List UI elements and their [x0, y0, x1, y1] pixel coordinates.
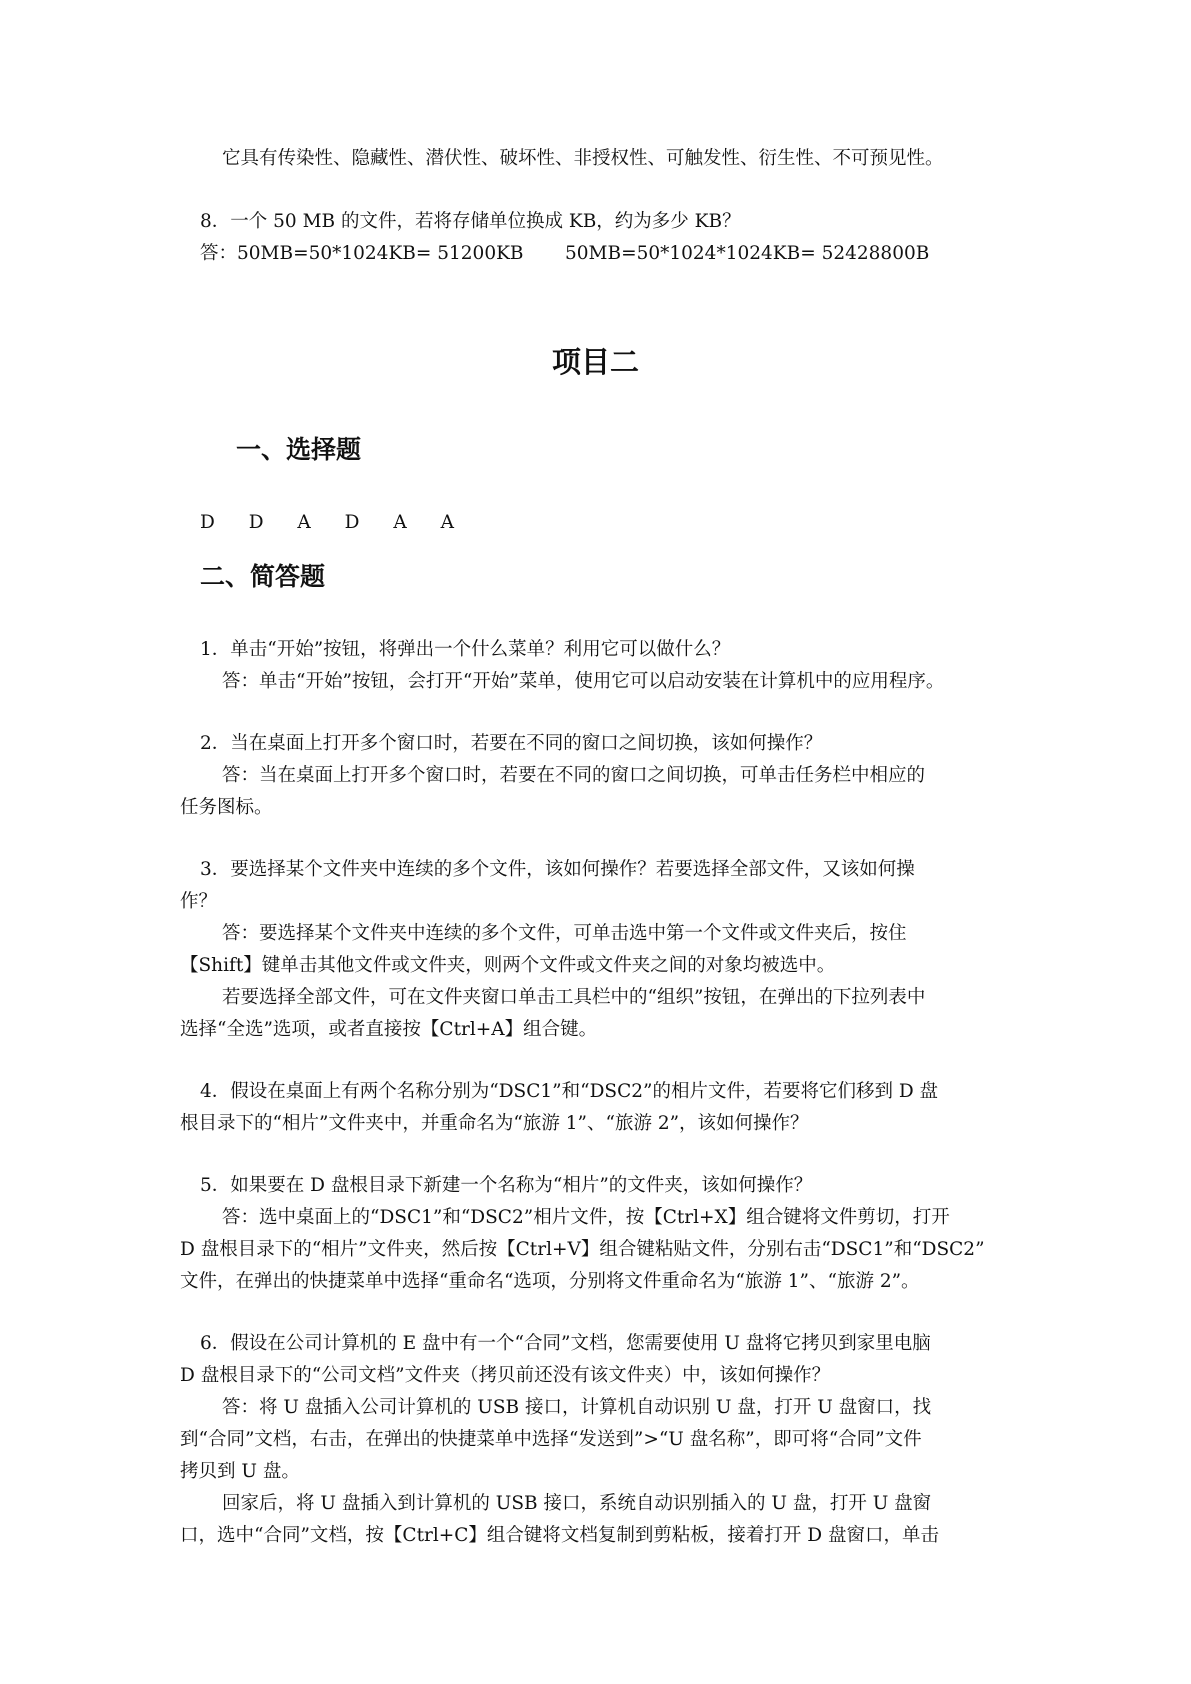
question-3-line-2: 作？ [180, 891, 218, 912]
question-4-line-2: 根目录下的“相片”文件夹中，并重命名为“旅游 1”、“旅游 2”，该如何操作？ [180, 1113, 809, 1134]
question-1: 1．单击“开始”按钮，将弹出一个什么菜单？利用它可以做什么？ [200, 639, 731, 660]
answer-5-line-2: D 盘根目录下的“相片”文件夹，然后按【Ctrl+V】组合键粘贴文件，分别右击“DSC1”和“DSC2” [180, 1239, 985, 1260]
answer-3-line-1: 答：要选择某个文件夹中连续的多个文件，可单击选中第一个文件或文件夹后，按住 [222, 923, 907, 944]
answer-8-kb: 答：50MB=50*1024KB= 51200KB [200, 243, 524, 264]
project-title: 项目二 [551, 345, 639, 379]
answer-2-line-1: 答：当在桌面上打开多个窗口时，若要在不同的窗口之间切换，可单击任务栏中相应的 [222, 765, 926, 786]
question-4-line-1: 4．假设在桌面上有两个名称分别为“DSC1”和“DSC2”的相片文件，若要将它们移到 D 盘 [200, 1081, 939, 1102]
answer-6-line-2: 到“合同”文档，右击，在弹出的快捷菜单中选择“发送到”>“U 盘名称”，即可将“合同”文件 [180, 1429, 922, 1450]
answer-6-line-3: 拷贝到 U 盘。 [180, 1461, 300, 1482]
question-2: 2．当在桌面上打开多个窗口时，若要在不同的窗口之间切换，该如何操作？ [200, 733, 823, 754]
question-8: 8．一个 50 MB 的文件，若将存储单位换成 KB，约为多少 KB？ [200, 211, 741, 232]
choice-answers: D D A D A A [200, 512, 468, 533]
question-5: 5．如果要在 D 盘根目录下新建一个名称为“相片”的文件夹，该如何操作？ [200, 1175, 813, 1196]
answer-2-line-2: 任务图标。 [180, 797, 273, 818]
question-6-line-1: 6．假设在公司计算机的 E 盘中有一个“合同”文档，您需要使用 U 盘将它拷贝到家里电脑 [200, 1333, 931, 1354]
question-3-line-1: 3．要选择某个文件夹中连续的多个文件，该如何操作？若要选择全部文件，又该如何操 [200, 859, 915, 880]
short-answer-heading: 二、简答题 [200, 562, 326, 591]
answer-3-line-4: 选择“全选”选项，或者直接按【Ctrl+A】组合键。 [180, 1019, 598, 1040]
answer-3-line-3: 若要选择全部文件，可在文件夹窗口单击工具栏中的“组织”按钮，在弹出的下拉列表中 [222, 987, 926, 1008]
choice-heading: 一、选择题 [236, 435, 362, 464]
answer-6-line-4: 回家后，将 U 盘插入到计算机的 USB 接口，系统自动识别插入的 U 盘，打开 U 盘窗 [222, 1493, 932, 1514]
answer-1: 答：单击“开始”按钮，会打开“开始”菜单，使用它可以启动安装在计算机中的应用程序。 [222, 671, 945, 692]
answer-5-line-3: 文件，在弹出的快捷菜单中选择“重命名“选项，分别将文件重命名为“旅游 1”、“旅游 2”。 [180, 1271, 920, 1292]
question-6-line-2: D 盘根目录下的“公司文档”文件夹（拷贝前还没有该文件夹）中，该如何操作？ [180, 1365, 831, 1386]
answer-6-line-1: 答：将 U 盘插入公司计算机的 USB 接口，计算机自动识别 U 盘，打开 U 盘窗口，找 [222, 1397, 932, 1418]
answer-8-bytes: 50MB=50*1024*1024KB= 52428800B [565, 243, 930, 264]
answer-3-line-2: 【Shift】键单击其他文件或文件夹，则两个文件或文件夹之间的对象均被选中。 [180, 955, 836, 976]
answer-5-line-1: 答：选中桌面上的“DSC1”和“DSC2”相片文件，按【Ctrl+X】组合键将文件剪切，打开 [222, 1207, 950, 1228]
answer-6-line-5: 口，选中“合同”文档，按【Ctrl+C】组合键将文档复制到剪粘板，接着打开 D 盘窗口，单击 [180, 1525, 940, 1546]
prev-answer-tail: 它具有传染性、隐藏性、潜伏性、破坏性、非授权性、可触发性、衍生性、不可预见性。 [222, 148, 944, 169]
